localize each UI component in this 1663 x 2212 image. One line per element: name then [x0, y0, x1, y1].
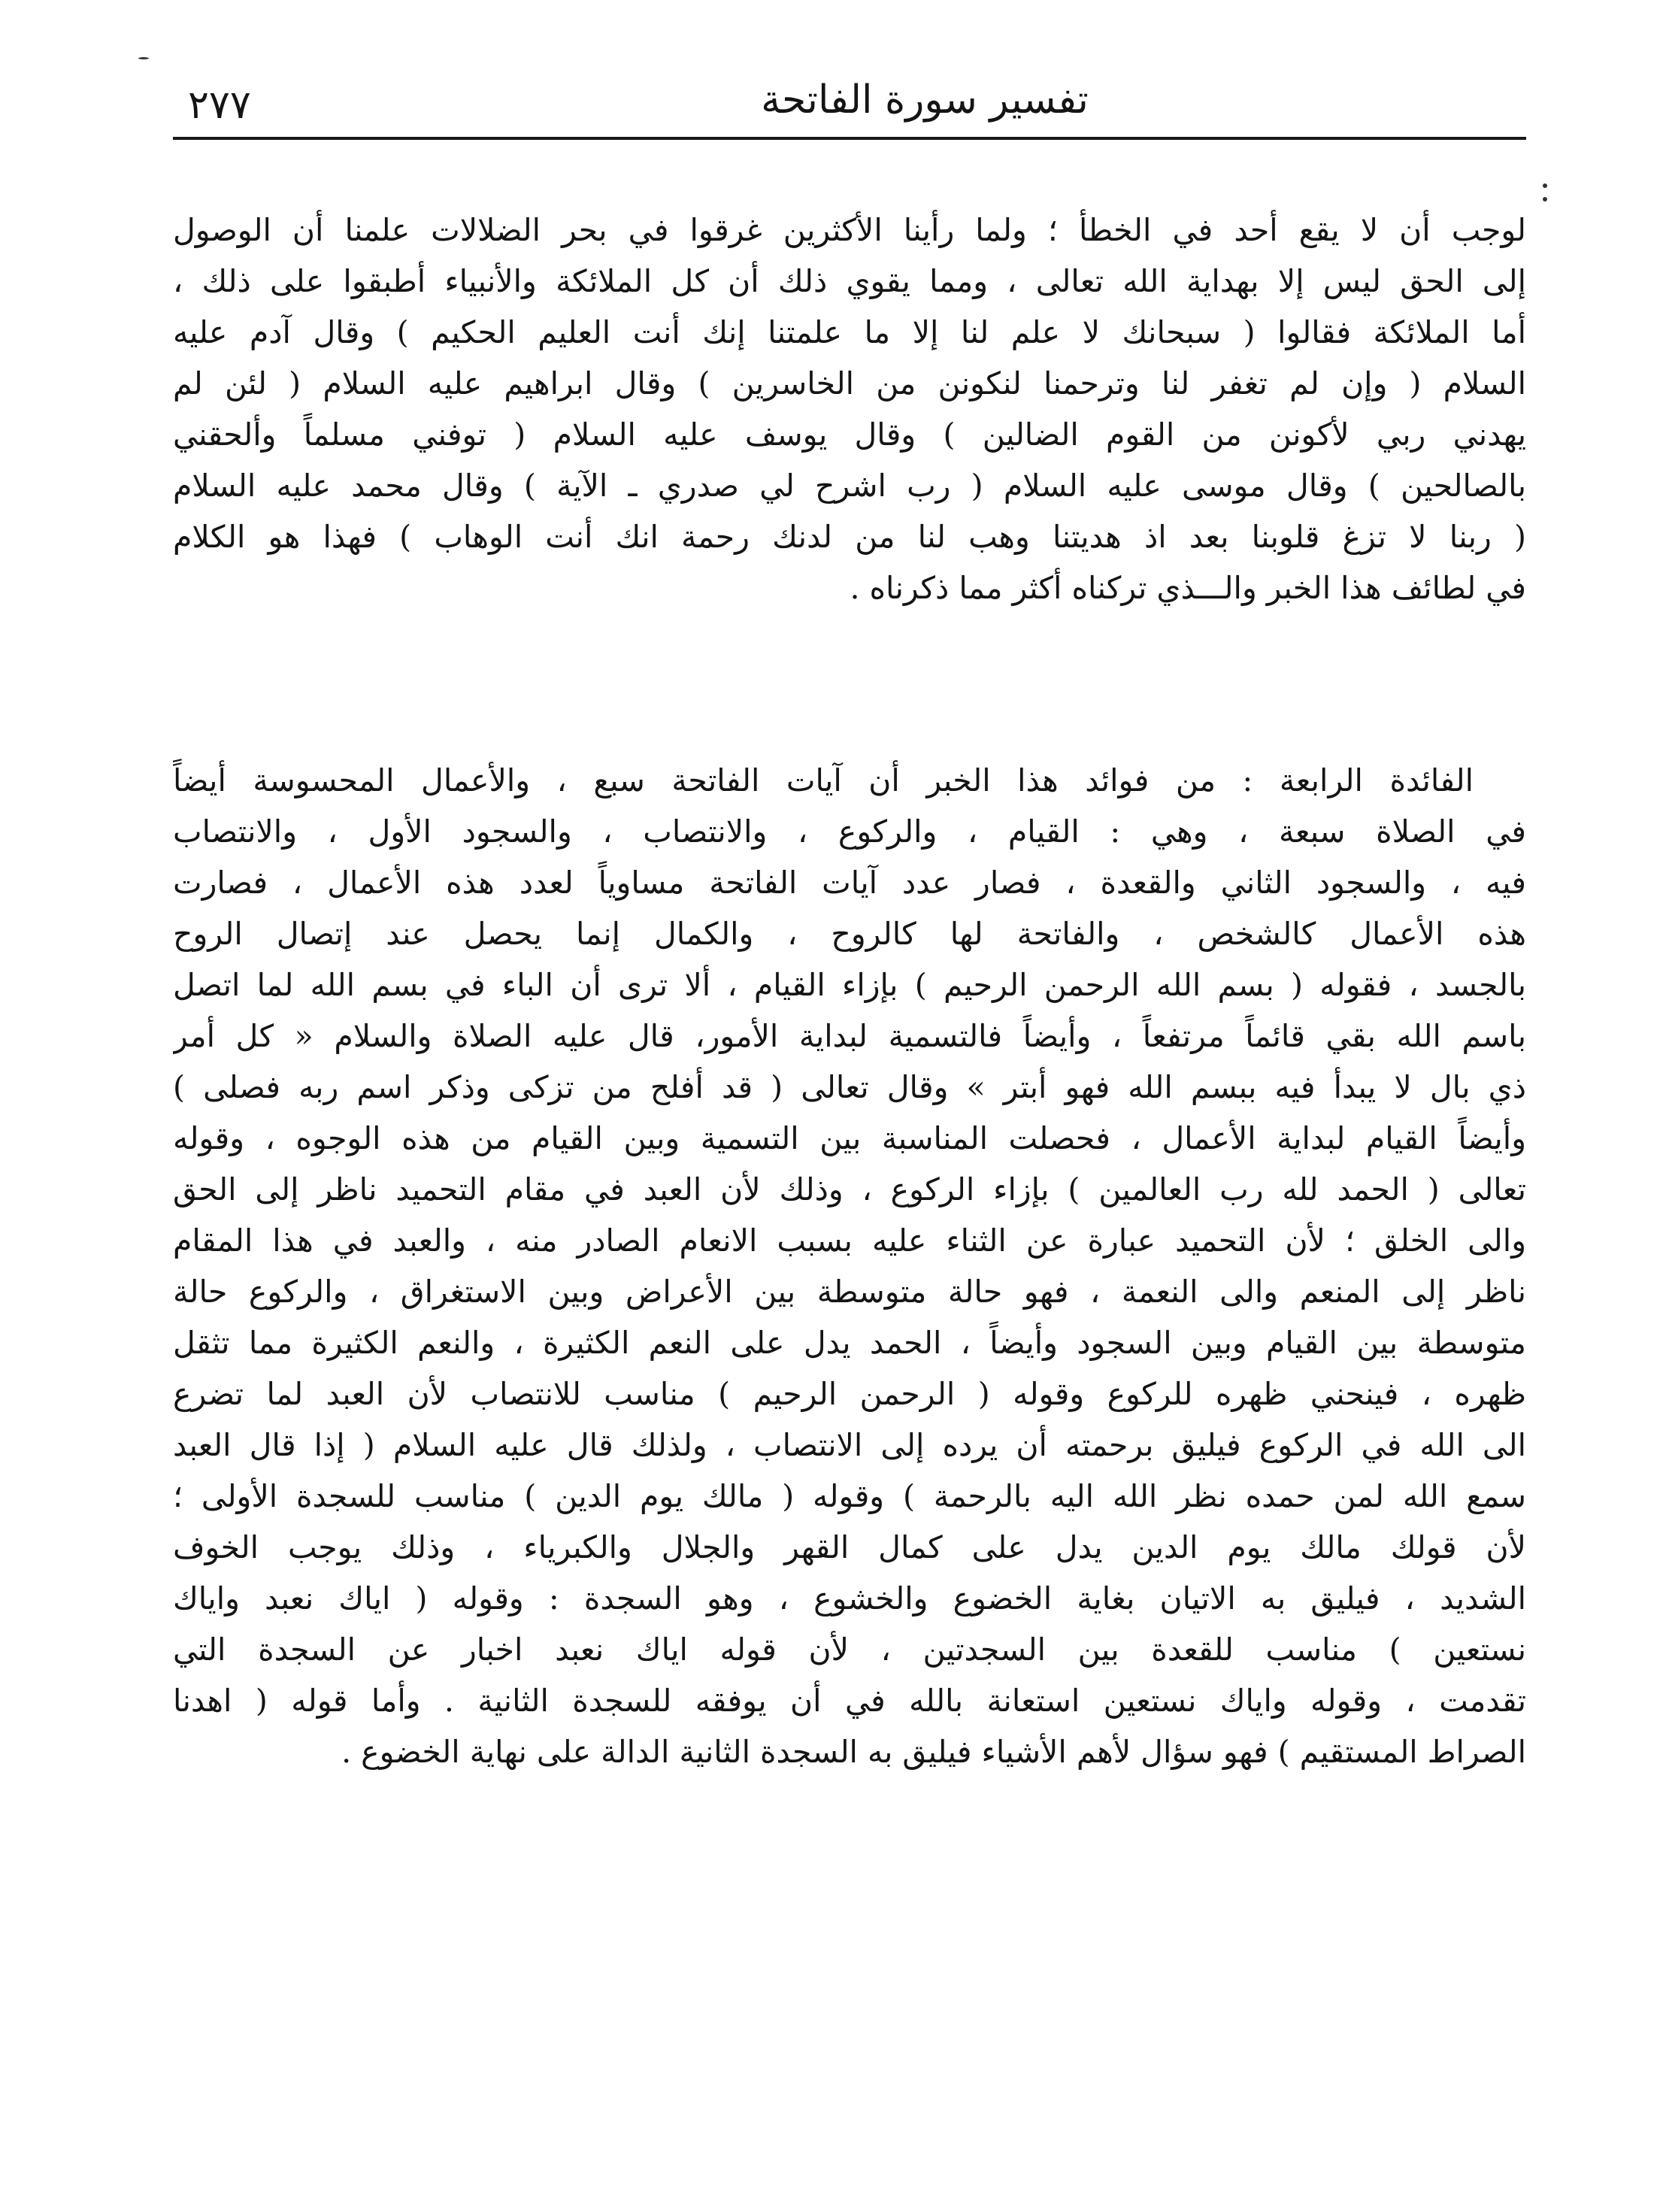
- text-line: في الصلاة سبعة ، وهي : القيام ، والركوع ، والانتصاب ، والسجود الأول ، والانتصاب: [173, 814, 1526, 850]
- text-line: باسم الله بقي قائماً مرتفعاً ، وأيضاً فالتسمية لبداية الأمور، قال عليه الصلاة والسلام « كل أمر: [173, 1018, 1526, 1054]
- text-line: هذه الأعمال كالشخص ، والفاتحة لها كالروح ، والكمال إنما يحصل عند إتصال الروح: [173, 916, 1526, 952]
- running-title: تفسير سورة الفاتحة: [761, 77, 1089, 123]
- header-rule: [173, 137, 1526, 140]
- scan-speck: [1543, 197, 1547, 202]
- text-line: ظهره ، فينحني ظهره للركوع وقوله ( الرحمن الرحيم ) مناسب للانتصاب لأن العبد لما تضرع: [173, 1376, 1526, 1412]
- text-line: الفائدة الرابعة : من فوائد هذا الخبر أن آيات الفاتحة سبع ، والأعمال المحسوسة أيضاً: [173, 762, 1474, 798]
- text-line: وأيضاً القيام لبداية الأعمال ، فحصلت المناسبة بين التسمية وبين القيام من هذه الوجوه ، وقوله: [173, 1120, 1526, 1156]
- text-line: لأن قولك مالك يوم الدين يدل على كمال القهر والجلال والكبرياء ، وذلك يوجب الخوف: [173, 1529, 1526, 1565]
- text-line: السلام ( وإن لم تغفر لنا وترحمنا لنكونن من الخاسرين ) وقال ابراهيم عليه السلام ( لئن لم: [173, 365, 1526, 401]
- text-line: ذي بال لا يبدأ فيه ببسم الله فهو أبتر » وقال تعالى ( قد أفلح من تزكى وذكر اسم ربه فصلى ): [173, 1069, 1526, 1105]
- text-line: يهدني ربي لأكونن من القوم الضالين ) وقال يوسف عليه السلام ( توفني مسلماً وألحقني: [173, 417, 1526, 453]
- text-line: الى الله في الركوع فيليق برحمته أن يرده إلى الانتصاب ، ولذلك قال عليه السلام ( إذا قال العبد: [173, 1427, 1526, 1463]
- text-line: متوسطة بين القيام وبين السجود وأيضاً ، الحمد يدل على النعم الكثيرة ، والنعم الكثيرة مما تثقل: [173, 1325, 1526, 1361]
- page-number: ٢٧٧: [188, 83, 251, 128]
- text-line: الشديد ، فيليق به الاتيان بغاية الخضوع والخشوع ، وهو السجدة : وقوله ( اياك نعبد واياك: [173, 1580, 1526, 1617]
- scan-speck: [138, 57, 149, 59]
- text-line: لوجب أن لا يقع أحد في الخطأ ؛ ولما رأينا الأكثرين غرقوا في بحر الضلالات علمنا أن الوصول: [173, 212, 1526, 248]
- paragraph-continuation: [173, 205, 1526, 614]
- text-line: بالجسد ، فقوله ( بسم الله الرحمن الرحيم ) بإزاء القيام ، ألا ترى أن الباء في بسم الله لما اتصل: [173, 967, 1526, 1003]
- text-line: فيه ، والسجود الثاني والقعدة ، فصار عدد آيات الفاتحة مساوياً لعدد هذه الأعمال ، فصارت: [173, 865, 1526, 901]
- scan-speck: [1543, 183, 1547, 188]
- text-line: تقدمت ، وقوله واياك نستعين استعانة بالله في أن يوفقه للسجدة الثانية . وأما قوله ( اهدنا: [173, 1683, 1526, 1719]
- text-line: سمع الله لمن حمده نظر الله اليه بالرحمة ) وقوله ( مالك يوم الدين ) مناسب للسجدة الأولى ؛: [173, 1478, 1526, 1514]
- text-line: الصراط المستقيم ) فهو سؤال لأهم الأشياء فيليق به السجدة الثانية الدالة على نهاية الخضوع .: [341, 1734, 1526, 1770]
- text-line: ( ربنا لا تزغ قلوبنا بعد اذ هديتنا وهب لنا من لدنك رحمة انك أنت الوهاب ) فهذا هو الكلام: [173, 519, 1526, 555]
- text-line: أما الملائكة فقالوا ( سبحانك لا علم لنا إلا ما علمتنا إنك أنت العليم الحكيم ) وقال آدم عليه: [173, 314, 1526, 350]
- page-header: [173, 68, 1526, 143]
- text-line: في لطائف هذا الخبر والـــذي تركناه أكثر مما ذكرناه .: [850, 570, 1526, 606]
- text-line: إلى الحق ليس إلا بهداية الله تعالى ، ومما يقوي ذلك أن كل الملائكة والأنبياء أطبقوا على ذلك ،: [173, 263, 1526, 299]
- text-line: بالصالحين ) وقال موسى عليه السلام ( رب اشرح لي صدري ـ الآية ) وقال محمد عليه السلام: [173, 468, 1526, 504]
- text-line: ناظر إلى المنعم والى النعمة ، فهو حالة متوسطة بين الأعراض وبين الاستغراق ، والركوع حالة: [173, 1274, 1526, 1310]
- text-line: نستعين ) مناسب للقعدة بين السجدتين ، لأن قوله اياك نعبد اخبار عن السجدة التي: [173, 1632, 1526, 1668]
- text-line: تعالى ( الحمد لله رب العالمين ) بإزاء الركوع ، وذلك لأن العبد في مقام التحميد ناظر إلى الحق: [173, 1171, 1526, 1208]
- text-line: والى الخلق ؛ لأن التحميد عبارة عن الثناء عليه بسبب الانعام الصادر منه ، والعبد في هذا المقام: [173, 1223, 1526, 1259]
- paragraph-fourth-benefit: [173, 755, 1526, 1777]
